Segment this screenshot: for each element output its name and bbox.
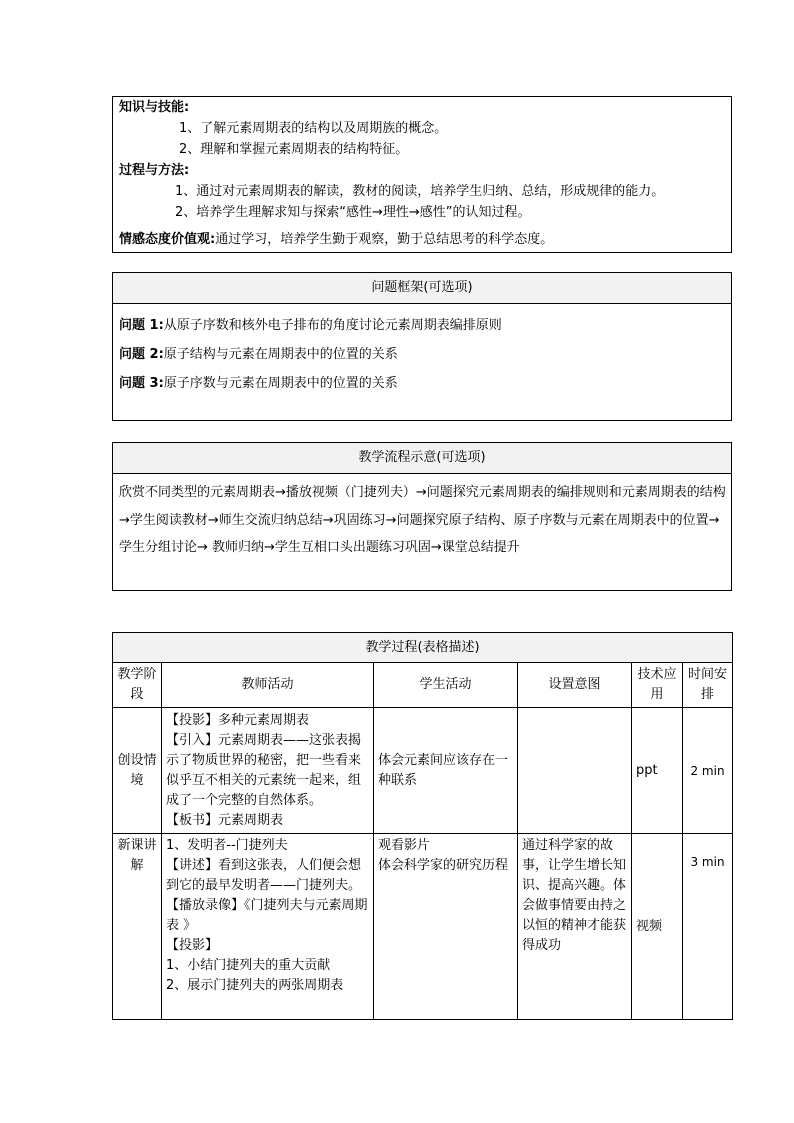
column-header-stage: 教学阶段 <box>113 663 162 708</box>
teacher-activity-cell <box>162 834 374 1020</box>
question-framework-box <box>112 272 732 421</box>
teacher-activity-line: 【投影】多种元素周期表 <box>166 712 310 728</box>
question-label: 问题 3: <box>119 376 164 391</box>
teacher-activity-line: 【投影】 <box>166 938 219 953</box>
stage-cell: 创设情境 <box>113 708 162 834</box>
process-item-2: 2、培养学生理解求知与探索“感性→理性→感性”的认知过程。 <box>175 205 531 220</box>
tech-cell: 视频 <box>632 834 683 1020</box>
time-cell: 3 min <box>683 834 733 1020</box>
intent-cell: 通过科学家的故事，让学生增长知识、提高兴趣。体会做事情要由持之以恒的精神才能获得成功 <box>518 834 632 1020</box>
column-header-time: 时间安排 <box>683 663 733 708</box>
question-item <box>119 372 398 391</box>
teaching-flow-header: 教学流程示意(可选项) <box>113 443 731 474</box>
question-text: 从原子序数和核外电子排布的角度讨论元素周期表编排原则 <box>163 318 502 333</box>
teacher-activity-line: 【板书】元素周期表 <box>166 812 284 828</box>
emotion-values <box>119 232 553 248</box>
table-row <box>113 834 733 1020</box>
question-label: 问题 2: <box>119 347 164 362</box>
column-header-teacher: 教师活动 <box>162 663 374 708</box>
question-text: 原子序数与元素在周期表中的位置的关系 <box>163 376 398 391</box>
knowledge-item-2: 2、理解和掌握元素周期表的结构特征。 <box>179 142 409 157</box>
knowledge-skills-title: 知识与技能: <box>119 100 190 115</box>
table-title-row <box>113 633 733 663</box>
teacher-activity-line: 1、发明者--门捷列夫 <box>166 838 288 853</box>
tech-cell: ppt <box>632 708 683 834</box>
question-label: 问题 1: <box>119 318 164 333</box>
teacher-activity-line: 【引入】元素周期表——这张表揭示了物质世界的秘密，把一些看来似乎互不相关的元素统一起来，组成了一个完整的自然体系。 <box>166 732 362 808</box>
teacher-activity-line: 【讲述】看到这张表，人们便会想到它的最早发明者——门捷列夫。 <box>166 858 362 893</box>
student-activity-cell: 观看影片 体会科学家的研究历程 <box>374 834 518 1020</box>
intent-cell <box>518 708 632 834</box>
table-header-row <box>113 663 733 708</box>
teaching-flow-text: 欣赏不同类型的元素周期表→播放视频（门捷列夫）→问题探究元素周期表的编排规则和元素周期表的结构→学生阅读教材→师生交流归纳总结→巩固练习→问题探究原子结构、原子序数与元素在周期表中的位置→ 学生分组讨论→ 教师归纳→学生互相口头出题练习巩固→课堂总结提升 <box>119 485 726 555</box>
teacher-activity-line: 2、展示门捷列夫的两张周期表 <box>166 978 344 993</box>
column-header-tech: 技术应用 <box>632 663 683 708</box>
emotion-title: 情感态度价值观: <box>119 232 216 247</box>
teacher-activity-cell <box>162 708 374 834</box>
question-framework-header: 问题框架(可选项) <box>113 273 731 304</box>
stage-cell: 新课讲解 <box>113 834 162 1020</box>
teacher-activity-line: 1、小结门捷列夫的重大贡献 <box>166 958 331 973</box>
table-row <box>113 708 733 834</box>
question-item <box>119 343 398 362</box>
question-text: 原子结构与元素在周期表中的位置的关系 <box>163 347 398 362</box>
teacher-activity-line: 【播放录像】《门捷列夫与元素周期表 》 <box>166 898 368 933</box>
process-item-1: 1、通过对元素周期表的解读，教材的阅读，培养学生归纳、总结，形成规律的能力。 <box>175 184 665 199</box>
process-methods-title: 过程与方法: <box>119 163 190 178</box>
student-activity-cell: 体会元素间应该存在一种联系 <box>374 708 518 834</box>
objectives-box <box>112 96 732 253</box>
time-cell: 2 min <box>683 708 733 834</box>
emotion-text: 通过学习，培养学生勤于观察，勤于总结思考的科学态度。 <box>215 232 554 247</box>
column-header-student: 学生活动 <box>374 663 518 708</box>
teaching-process-table <box>112 632 733 1020</box>
teaching-process-header: 教学过程(表格描述) <box>113 633 733 663</box>
knowledge-item-1: 1、了解元素周期表的结构以及周期族的概念。 <box>179 121 448 136</box>
column-header-intent: 设置意图 <box>518 663 632 708</box>
question-item <box>119 314 502 333</box>
teaching-flow-box <box>112 442 732 591</box>
